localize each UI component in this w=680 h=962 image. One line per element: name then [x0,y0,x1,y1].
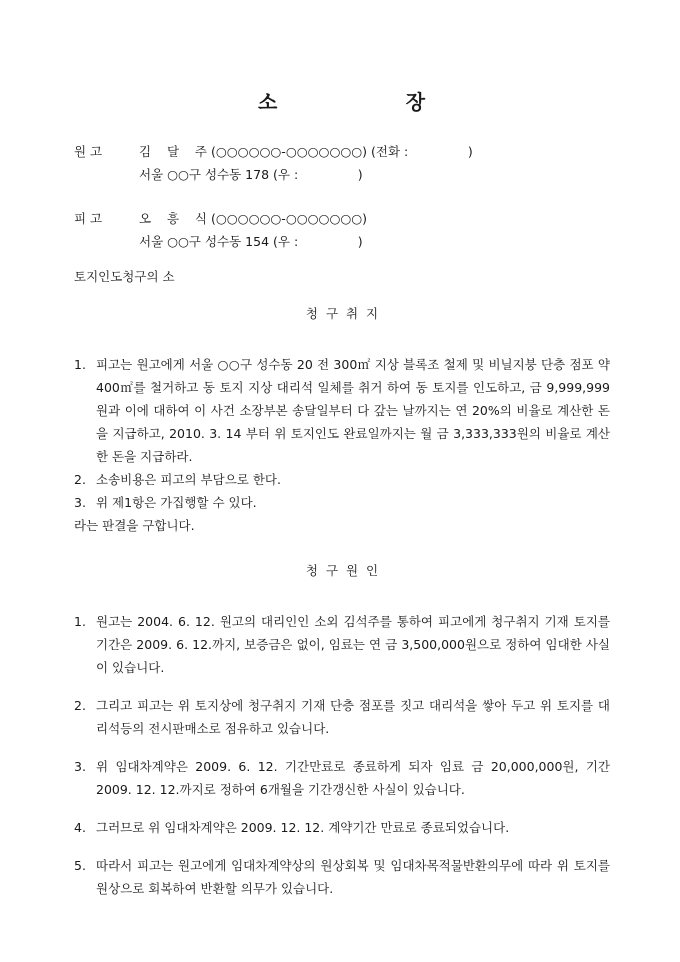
numbered-item [74,755,610,801]
item-number: 4. [74,820,86,835]
item-text: 위 임대차계약은 2009. 6. 12. 기간만료로 종료하게 되자 임료 금 20,000,000원, 기간 2009. 12. 12.까지로 정하여 6개월을 기간갱신한 사실이 있습니다. [96,759,610,797]
document-section [74,302,610,537]
numbered-item [74,468,610,491]
item-text: 원고는 2004. 6. 12. 원고의 대리인인 소외 김석주를 통하여 피고에게 청구취지 기재 토지를 기간은 2009. 6. 12.까지, 보증금은 없이, 임료는 연 금 3,500,000원으로 정하여 임대한 사실이 있습니다. [96,614,610,675]
item-text: 피고는 원고에게 서울 ○○구 성수동 20 전 300㎡ 지상 블록조 철제 및 비닐지붕 단층 점포 약 400㎡를 철거하고 동 토지 지상 대리석 일체를 취거 하여 동 토지를 인도하고, 금 9,999,999원과 이에 대하여 이 사건 소장부본 송달일부터 다 갚는 날까지는 연 20%의 비율로 계산한 돈을 지급하고, 2010. 3. 14 부터 위 토지인도 완료일까지는 월 금 3,333,333원의 비율로 계산한 돈을 지급하라. [96,357,610,464]
section-heading: 청 구 원 인 [305,563,379,578]
case-name: 토지인도청구의 소 [74,269,175,284]
numbered-item [74,491,610,514]
party-name: 오 흥 식 [139,211,208,226]
party-content [139,140,610,186]
party-identity-line [139,140,610,163]
item-text: 위 제1항은 가집행할 수 있다. [96,495,257,510]
party-address: 서울 ○○구 성수동 178 (우 : ) [139,167,363,182]
party-reg-no: (○○○○○○-○○○○○○○) [207,211,368,226]
item-text: 따라서 피고는 원고에게 임대차계약상의 원상회복 및 임대차목적물반환의무에 따라 위 토지를 원상으로 회복하여 반환할 의무가 있습니다. [96,858,610,896]
item-number: 3. [74,495,86,510]
item-number: 2. [74,472,86,487]
party-role: 피 고 [74,211,103,226]
item-text: 그러므로 위 임대차계약은 2009. 12. 12. 계약기간 만료로 종료되었습니다. [96,820,510,835]
item-text: 그리고 피고는 위 토지상에 청구취지 기재 단층 점포를 짓고 대리석을 쌓아 두고 위 토지를 대리석등의 전시판매소로 점유하고 있습니다. [96,698,610,736]
party-address: 서울 ○○구 성수동 154 (우 : ) [139,234,363,249]
sections-block [74,302,610,900]
numbered-item [74,610,610,679]
party-identity-line [139,207,610,230]
party-role: 원 고 [74,144,103,159]
section-heading: 청 구 취 지 [305,306,379,321]
party-row [74,140,610,186]
party-reg-no: (○○○○○○-○○○○○○○) [207,144,368,159]
item-text: 소송비용은 피고의 부담으로 한다. [96,472,281,487]
item-number: 3. [74,759,86,774]
item-number: 5. [74,858,86,873]
party-content [139,207,610,253]
document-section [74,559,610,900]
numbered-item [74,854,610,900]
item-number: 2. [74,698,86,713]
section-trailer: 라는 판결을 구합니다. [74,518,195,533]
numbered-item [74,353,610,468]
item-number: 1. [74,357,86,372]
party-name: 김 달 주 [139,144,208,159]
party-phone: (전화 : ) [367,144,473,159]
item-number: 1. [74,614,86,629]
numbered-item [74,816,610,839]
party-row [74,207,610,253]
numbered-item [74,694,610,740]
document-title: 소 장 [257,90,427,114]
parties-block [74,140,610,253]
